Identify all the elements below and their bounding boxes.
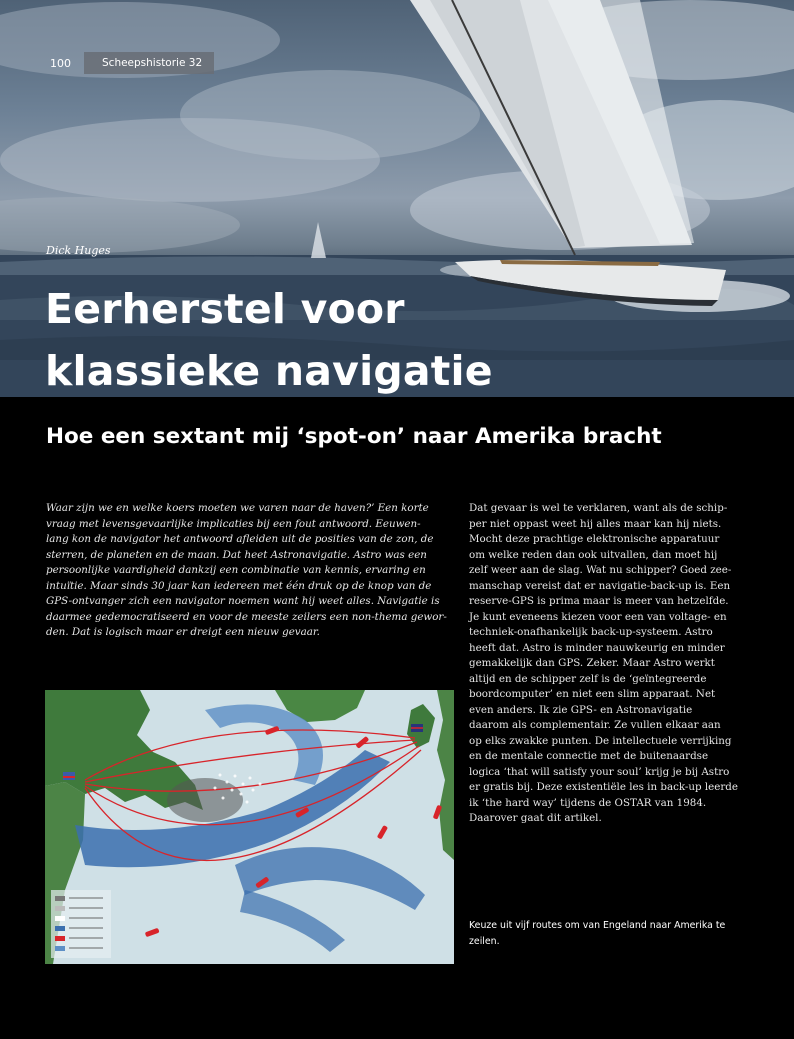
body-line: even anders. Ik zie GPS- en Astronavigatie: [469, 703, 693, 716]
body-line: logica ‘that will satisfy your soul’ krijg je bij Astro: [469, 765, 730, 778]
body-line: om welke reden dan ook uitvallen, dan moet hij: [469, 548, 718, 561]
intro-line: intuïtie. Maar sinds 30 jaar kan iedereen met één druk op de knop van de: [46, 579, 432, 592]
map-caption: [469, 918, 769, 950]
body-line: Daarover gaat dit artikel.: [469, 812, 602, 824]
intro-line: persoonlijke vaardigheid dankzij een combinatie van kennis, ervaring en: [46, 564, 426, 576]
body-line: ik ‘the hard way’ tijdens de OSTAR van 1984.: [469, 796, 707, 809]
title-line: Eerherstel voor: [45, 285, 405, 333]
intro-line: den. Dat is logisch maar er dreigt een nieuw gevaar.: [46, 626, 320, 638]
body-line: daarom als complementair. Ze vullen elkaar aan: [469, 719, 721, 731]
caption-line: Keuze uit vijf routes om van Engeland naar Amerika te: [469, 920, 726, 931]
body-line: techniek-onafhankelijk back-up-systeem. Astro: [469, 626, 713, 638]
body-line: op elks zwakke punten. De intellectuele verrijking: [469, 734, 732, 747]
body-line: Mocht deze prachtige elektronische apparatuur: [469, 533, 720, 545]
page-number: 100: [50, 57, 71, 70]
body-line: altijd en de schipper zelf is de ‘geïntegreerde: [469, 672, 707, 685]
article-subtitle: Hoe een sextant mij ‘spot-on’ naar Amerika bracht: [46, 424, 662, 449]
body-line: boordcomputer’ en niet een slim apparaat. Net: [469, 688, 716, 700]
body-line: Je kunt eveneens kiezen voor een van voltage- en: [469, 610, 727, 623]
body-line: er gratis bij. Deze existentiële les in back-up leerde: [469, 781, 738, 793]
article-title: [45, 278, 493, 402]
intro-line: Waar zijn we en welke koers moeten we varen naar de haven?’ Een korte: [46, 502, 429, 514]
caption-line: zeilen.: [469, 936, 500, 947]
body-line: en de mentale connectie met de buitenaardse: [469, 750, 709, 762]
atlantic-route-map: [45, 690, 454, 964]
body-line: reserve-GPS is prima maar is meer van hetzelfde.: [469, 595, 729, 607]
intro-line: lang kon de navigator het antwoord afleiden uit de posities van de zon, de: [46, 533, 434, 545]
body-line: zelf weer aan de slag. Wat nu schipper? Goed zee-: [469, 564, 732, 576]
route-map-illustration: [45, 690, 454, 964]
body-column: [469, 501, 769, 827]
author-name: Dick Huges: [46, 244, 111, 257]
title-line: klassieke navigatie: [45, 347, 493, 395]
intro-line: GPS-ontvanger zich een navigator noemen want hij weet alles. Navigatie is: [46, 595, 440, 607]
body-line: gemakkelijk dan GPS. Zeker. Maar Astro werkt: [469, 657, 715, 669]
body-line: manschap vereist dat er navigatie-back-up is. Een: [469, 579, 731, 592]
body-line: per niet oppast weet hij alles maar kan hij niets.: [469, 517, 722, 530]
intro-line: daarmee gedemocratiseerd en voor de meeste zeilers een non-thema gewor-: [46, 610, 447, 623]
intro-line: vraag met levensgevaarlijke implicaties bij een fout antwoord. Eeuwen-: [46, 517, 421, 530]
intro-line: sterren, de planeten en de maan. Dat heet Astronavigatie. Astro was een: [46, 548, 427, 561]
intro-paragraph: [46, 501, 456, 641]
body-line: heeft dat. Astro is minder nauwkeurig en minder: [469, 641, 725, 654]
body-line: Dat gevaar is wel te verklaren, want als de schip-: [469, 502, 728, 514]
journal-name: Scheepshistorie 32: [84, 52, 214, 74]
